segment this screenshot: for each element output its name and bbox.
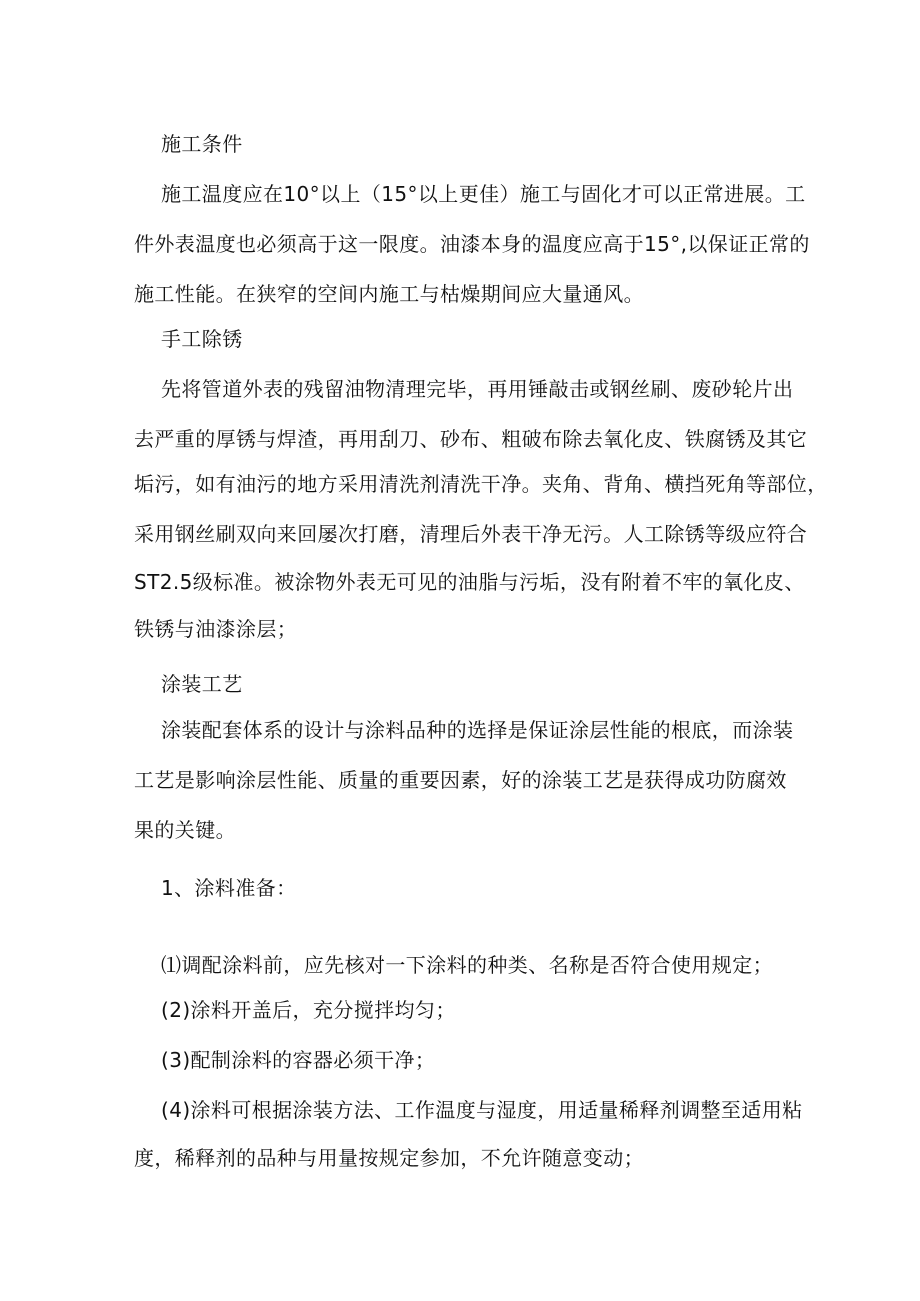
- paragraph-line: 铁锈与油漆涂层；: [134, 617, 298, 641]
- section-heading-construction-conditions: 施工条件: [161, 132, 243, 156]
- paragraph-line: 施工性能。在狭窄的空间内施工与枯燥期间应大量通风。: [134, 282, 644, 306]
- paragraph-line: 垢污，如有油污的地方采用清洗剂清洗干净。夹角、背角、横挡死角等部位，: [134, 472, 828, 496]
- paragraph-line: 涂装配套体系的设计与涂料品种的选择是保证涂层性能的根底，而涂装: [161, 718, 794, 742]
- paragraph-line: 去严重的厚锈与焊渣，再用刮刀、砂布、粗破布除去氧化皮、铁腐锈及其它: [134, 427, 808, 451]
- list-item-continuation: 度，稀释剂的品种与用量按规定参加，不允许随意变动；: [134, 1146, 644, 1170]
- list-item: (3)配制涂料的容器必须干净；: [161, 1048, 436, 1072]
- list-item: ⑴调配涂料前，应先核对一下涂料的种类、名称是否符合使用规定；: [161, 953, 773, 977]
- paragraph-line: 件外表温度也必须高于这一限度。油漆本身的温度应高于15°,以保证正常的: [134, 232, 810, 256]
- subheading-coating-preparation: 1、涂料准备：: [161, 876, 297, 900]
- paragraph-line: 工艺是影响涂层性能、质量的重要因素，好的涂装工艺是获得成功防腐效: [134, 768, 787, 792]
- paragraph-line: 采用钢丝刷双向来回屡次打磨，清理后外表干净无污。人工除锈等级应符合: [134, 522, 808, 546]
- section-heading-manual-rust-removal: 手工除锈: [161, 327, 243, 351]
- list-item: (4)涂料可根据涂装方法、工作温度与湿度，用适量稀释剂调整至适用粘: [161, 1098, 803, 1122]
- list-item: (2)涂料开盖后，充分搅拌均匀；: [161, 998, 456, 1022]
- paragraph-line: 先将管道外表的残留油物清理完毕，再用锤敲击或钢丝刷、废砂轮片出: [161, 377, 794, 401]
- paragraph-line: 施工温度应在10°以上（15°以上更佳）施工与固化才可以正常进展。工: [161, 182, 806, 206]
- paragraph-line: ST2.5级标准。被涂物外表无可见的油脂与污垢，没有附着不牢的氧化皮、: [134, 570, 805, 594]
- section-heading-coating-process: 涂装工艺: [161, 672, 243, 696]
- paragraph-line: 果的关键。: [134, 818, 236, 842]
